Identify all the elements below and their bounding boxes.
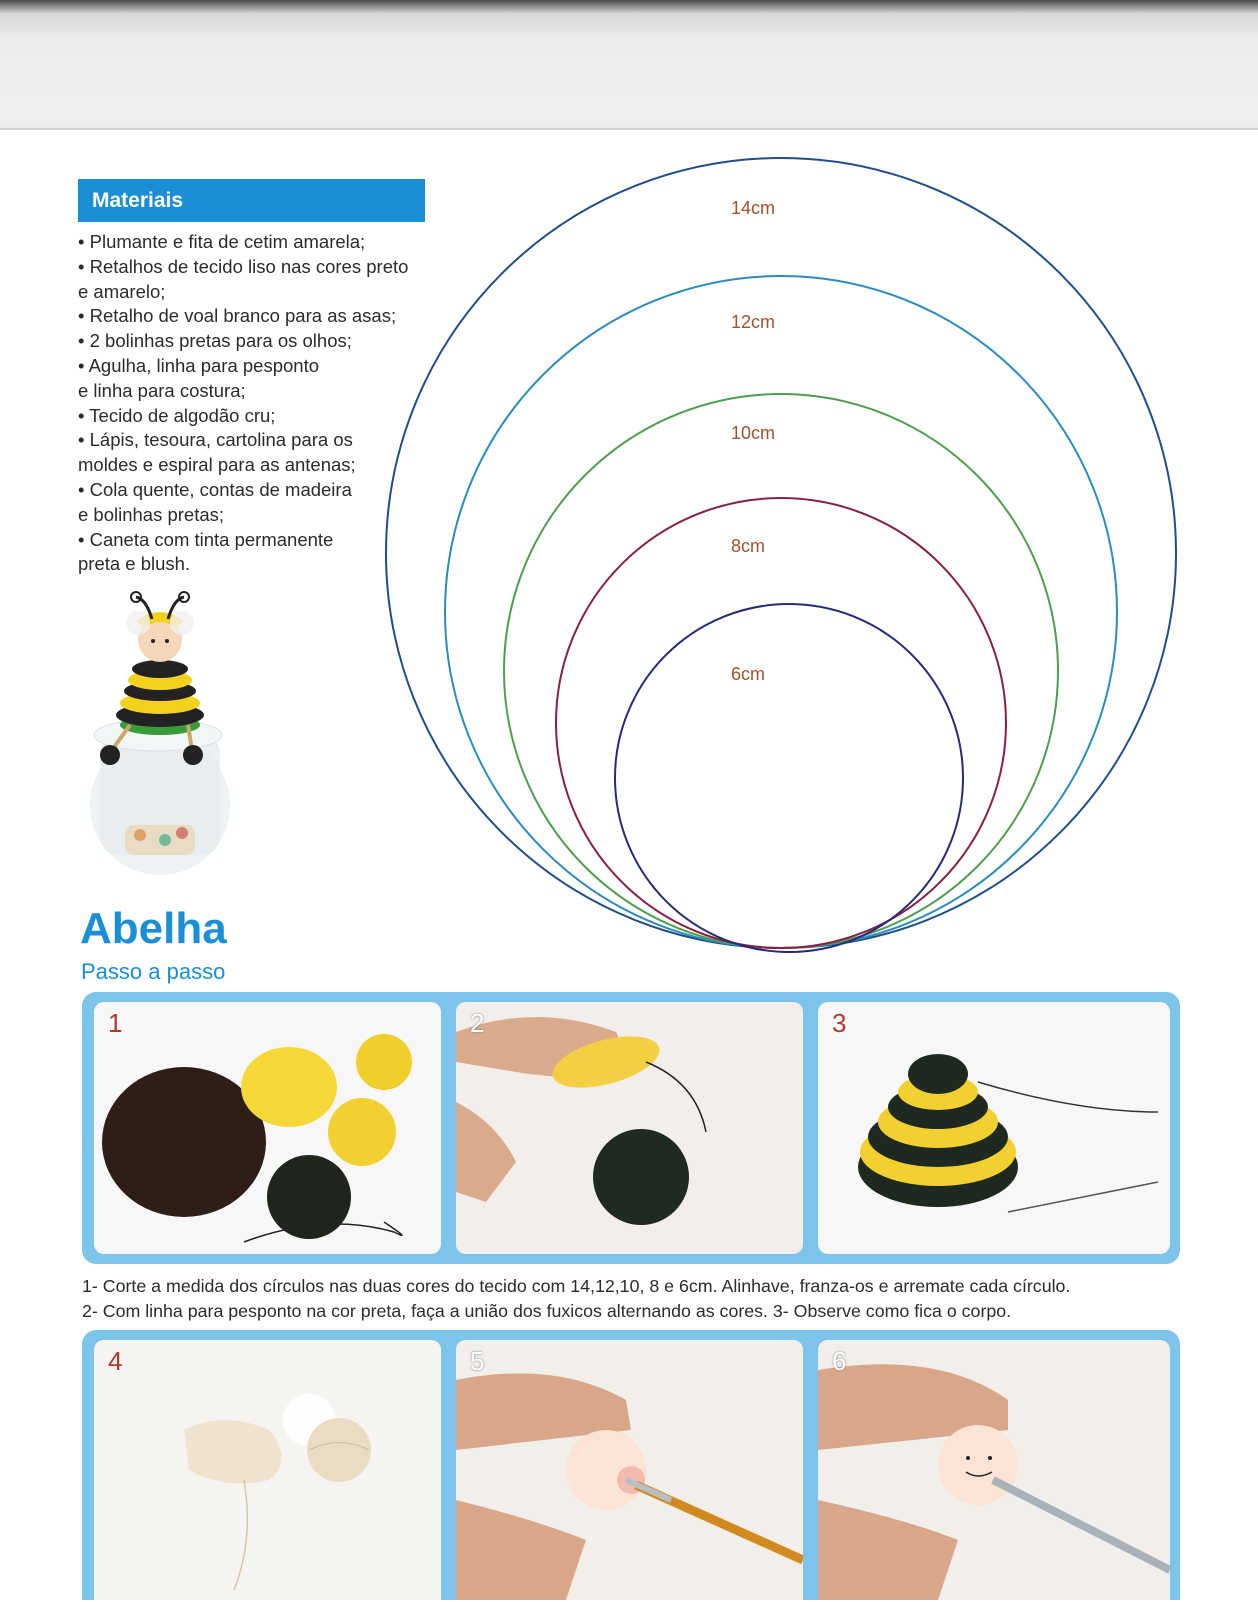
step-number: 2 bbox=[470, 1008, 485, 1038]
circle-label: 6cm bbox=[731, 664, 766, 684]
materials-item: • 2 bolinhas pretas para os olhos; bbox=[78, 330, 352, 352]
materials-item: e bolinhas pretas; bbox=[78, 503, 225, 525]
materials-item: • Tecido de algodão cru; bbox=[78, 404, 276, 426]
step-number: 4 bbox=[108, 1346, 123, 1376]
circle-6cm bbox=[615, 604, 963, 952]
step-number: 6 bbox=[832, 1346, 847, 1376]
step-photo-6 bbox=[818, 1340, 1170, 1600]
materials-item: • Caneta com tinta permanente bbox=[78, 528, 334, 550]
materials-heading: Materiais bbox=[78, 179, 425, 222]
step-photo-2 bbox=[456, 1002, 803, 1254]
materials-item: preta e blush. bbox=[78, 553, 191, 575]
materials-item: • Retalhos de tecido liso nas cores preto bbox=[78, 255, 409, 277]
page-title: Abelha bbox=[80, 904, 227, 953]
circle-label: 8cm bbox=[731, 536, 766, 556]
materials-item: • Agulha, linha para pesponto bbox=[78, 354, 319, 376]
step-photo-3 bbox=[818, 1002, 1170, 1254]
materials-item: • Cola quente, contas de madeira bbox=[78, 478, 352, 500]
instructions bbox=[82, 1274, 1202, 1324]
materials-item: • Retalho de voal branco para as asas; bbox=[78, 305, 397, 327]
instruction-line: 1- Corte a medida dos círculos nas duas cores do tecido com 14,12,10, 8 e 6cm. Alinhave, franza-os e arremate cada círculo. bbox=[82, 1276, 1071, 1296]
step-number: 1 bbox=[108, 1008, 123, 1038]
circle-label: 14cm bbox=[731, 198, 776, 218]
step-number: 5 bbox=[470, 1346, 485, 1376]
materials-item: • Plumante e fita de cetim amarela; bbox=[78, 231, 366, 252]
circle-label: 12cm bbox=[731, 312, 776, 332]
step-number: 3 bbox=[832, 1008, 847, 1038]
materials-item: e amarelo; bbox=[78, 280, 166, 302]
step-photo-5 bbox=[456, 1340, 803, 1600]
instruction-line: 2- Com linha para pesponto na cor preta, faça a união dos fuxicos alternando as cores. 3- Observe como fica o corpo. bbox=[82, 1301, 1012, 1321]
step-photo-1 bbox=[94, 1002, 441, 1254]
materials-item: e linha para costura; bbox=[78, 379, 246, 401]
materials-item: • Lápis, tesoura, cartolina para os bbox=[78, 429, 353, 451]
step-photo-4 bbox=[94, 1340, 441, 1600]
page-subtitle: Passo a passo bbox=[81, 959, 226, 984]
circle-12cm bbox=[445, 276, 1117, 948]
circle-10cm bbox=[504, 394, 1058, 948]
materials-item: moldes e espiral para as antenas; bbox=[78, 454, 356, 476]
circle-label: 10cm bbox=[731, 423, 776, 443]
